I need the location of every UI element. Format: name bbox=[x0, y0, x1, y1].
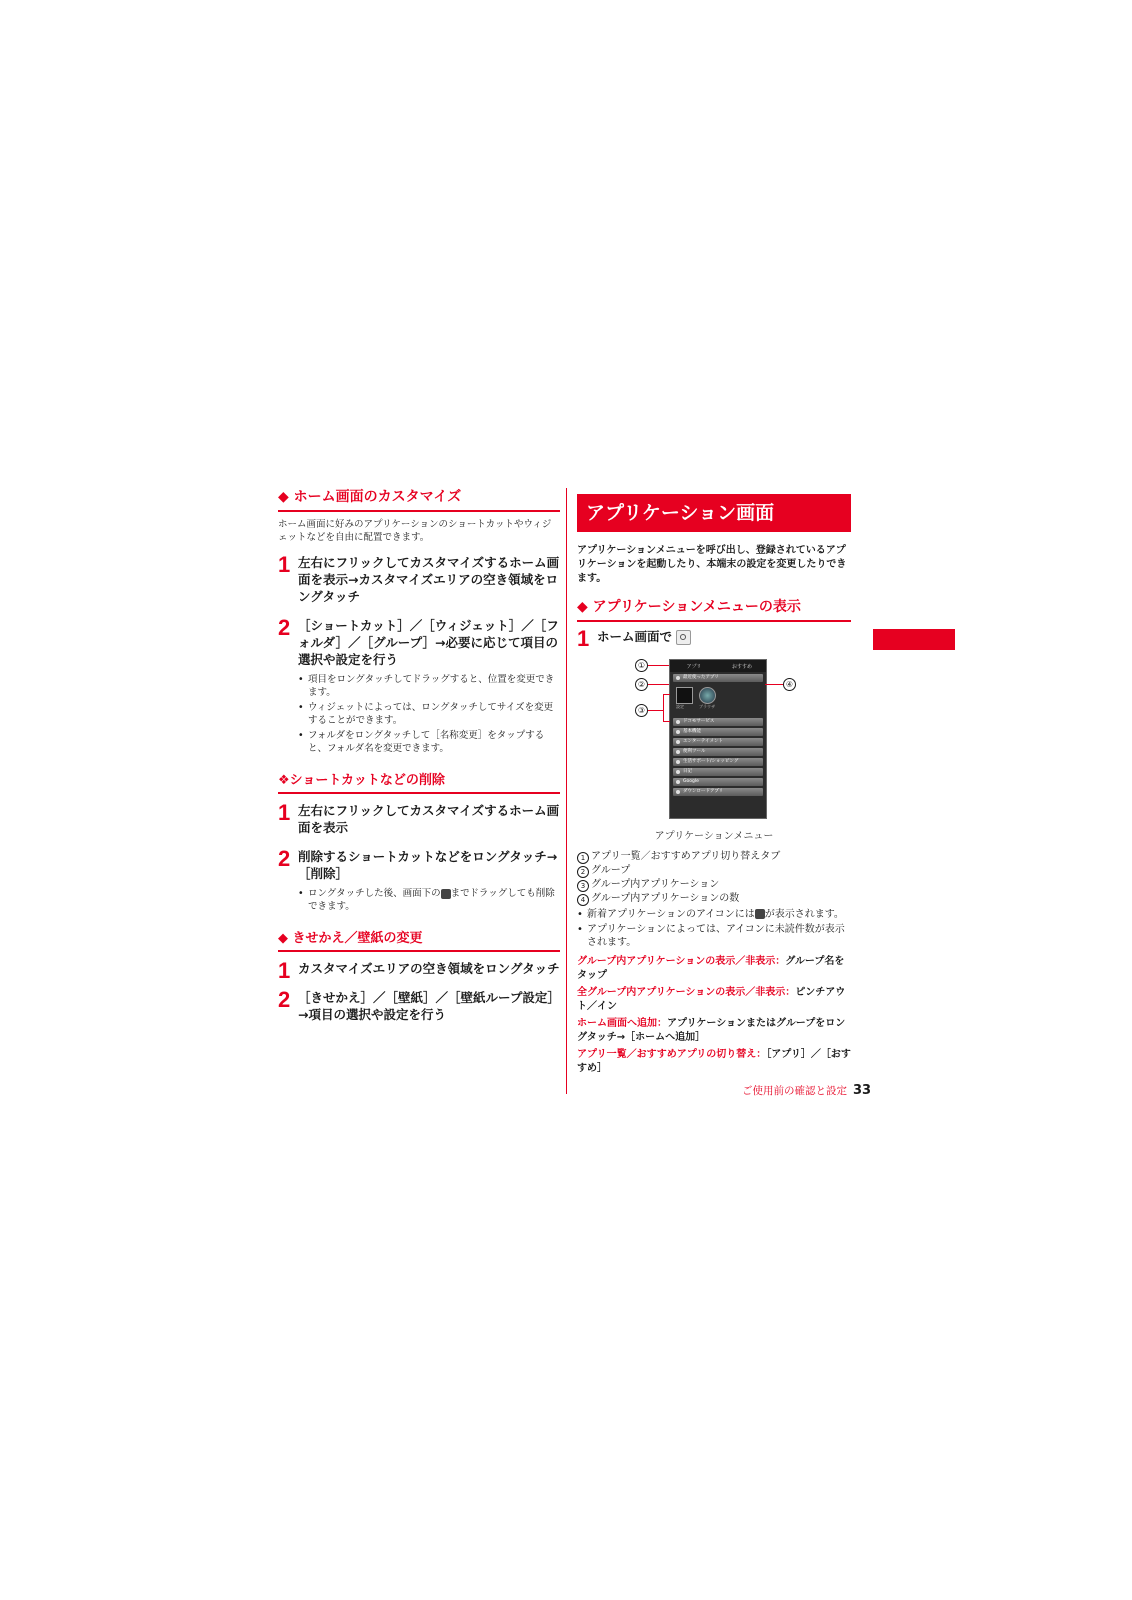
phone-group-row: 便利ツール bbox=[673, 748, 763, 756]
step-number: 2 bbox=[278, 615, 291, 640]
callout-line bbox=[765, 684, 783, 685]
settings-app-icon bbox=[676, 687, 693, 704]
page-footer bbox=[742, 1083, 871, 1098]
legend-text: グループ内アプリケーション bbox=[591, 879, 720, 890]
legend-number: 4 bbox=[577, 894, 589, 906]
phone-icon-grid bbox=[670, 684, 766, 716]
step-text: 削除するショートカットなどをロングタッチ→［削除］ bbox=[298, 849, 558, 881]
note-item: • アプリケーションによっては、アイコンに未読件数が表示されます。 bbox=[577, 923, 851, 949]
step-1 bbox=[278, 958, 560, 983]
operation-text: グループ名をタップ bbox=[577, 956, 845, 981]
browser-app-icon bbox=[699, 687, 716, 704]
new-badge-icon bbox=[755, 909, 765, 919]
operations-list bbox=[577, 955, 851, 1076]
step-1 bbox=[577, 626, 851, 651]
phone-group-row: 日記 bbox=[673, 768, 763, 776]
note-text: 新着アプリケーションのアイコンには bbox=[587, 909, 755, 920]
operation-item bbox=[577, 955, 851, 983]
phone-tab-bar bbox=[670, 660, 766, 672]
chapter-title-bar: アプリケーション画面 bbox=[577, 494, 851, 532]
figure-caption: アプリケーションメニュー bbox=[654, 831, 774, 842]
app-label: 設定 bbox=[676, 704, 684, 709]
callout-line bbox=[648, 684, 669, 685]
note-item: • フォルダをロングタッチして［名称変更］をタップすると、フォルダ名を変更できます。 bbox=[298, 729, 560, 755]
note-list bbox=[577, 908, 851, 949]
legend-number: 2 bbox=[577, 866, 589, 878]
legend-item bbox=[577, 892, 851, 906]
legend-text: グループ内アプリケーションの数 bbox=[591, 893, 740, 904]
operation-text: ［アプリ］／［おすすめ］ bbox=[577, 1049, 851, 1074]
operation-label: ホーム画面へ追加： bbox=[577, 1018, 667, 1029]
step-2 bbox=[278, 848, 560, 913]
phone-group-row: ドコモサービス bbox=[673, 718, 763, 726]
note-list bbox=[298, 673, 560, 755]
step-text bbox=[597, 628, 851, 645]
phone-screenshot bbox=[669, 659, 767, 819]
callout-4: ④ bbox=[783, 678, 796, 691]
step-2 bbox=[278, 989, 560, 1023]
callout-3: ③ bbox=[635, 704, 648, 717]
section-title-app-menu: ◆ アプリケーションメニューの表示 bbox=[577, 596, 851, 622]
operation-text: ピンチアウト／イン bbox=[577, 987, 846, 1012]
app-menu-figure bbox=[577, 651, 851, 821]
step-2 bbox=[278, 617, 560, 755]
step-number: 1 bbox=[278, 800, 291, 825]
step-1 bbox=[278, 554, 560, 605]
callout-bracket bbox=[663, 694, 670, 722]
note-list bbox=[298, 887, 560, 913]
step-number: 2 bbox=[278, 987, 291, 1012]
footer-section: ご使用前の確認と設定 bbox=[742, 1085, 847, 1097]
phone-group-row: ダウンロードアプリ bbox=[673, 788, 763, 796]
operation-label: グループ内アプリケーションの表示／非表示： bbox=[577, 956, 786, 967]
callout-line bbox=[648, 710, 663, 711]
operation-item bbox=[577, 1048, 851, 1076]
step-text: ［きせかえ］／［壁紙］／［壁紙ループ設定］→項目の選択や設定を行う bbox=[298, 990, 560, 1022]
step-number: 1 bbox=[577, 626, 590, 651]
legend-text: グループ bbox=[591, 865, 631, 876]
app-menu-icon bbox=[676, 630, 691, 645]
phone-group-row: エンターテイメント bbox=[673, 738, 763, 746]
legend-number: 1 bbox=[577, 852, 589, 864]
step-text: 左右にフリックしてカスタマイズするホーム画面を表示→カスタマイズエリアの空き領域をロングタッチ bbox=[298, 555, 560, 604]
section-title-home-customize: ◆ ホーム画面のカスタマイズ bbox=[278, 486, 560, 512]
left-column bbox=[278, 486, 560, 1035]
callout-2: ② bbox=[635, 678, 648, 691]
step-text: ［ショートカット］／［ウィジェット］／［フォルダ］／［グループ］→必要に応じて項目の選択や設定を行う bbox=[298, 618, 559, 667]
callout-line bbox=[648, 665, 669, 666]
app-label: ブラウザ bbox=[699, 704, 715, 709]
legend-item bbox=[577, 878, 851, 892]
phone-group-row: 基本機能 bbox=[673, 728, 763, 736]
legend-number: 3 bbox=[577, 880, 589, 892]
operation-item bbox=[577, 986, 851, 1014]
note-item bbox=[577, 908, 851, 921]
note-item: • 項目をロングタッチしてドラッグすると、位置を変更できます。 bbox=[298, 673, 560, 699]
phone-group-row: 最近使ったアプリ bbox=[673, 674, 763, 682]
note-text: が表示されます。 bbox=[764, 909, 844, 920]
figure-legend bbox=[577, 850, 851, 906]
operation-item bbox=[577, 1017, 851, 1045]
legend-item bbox=[577, 850, 851, 864]
section-title-delete-shortcut: ❖ショートカットなどの削除 bbox=[278, 769, 560, 794]
step-1 bbox=[278, 802, 560, 836]
operation-label: アプリ一覧／おすすめアプリの切り替え： bbox=[577, 1049, 767, 1060]
chapter-tab bbox=[873, 629, 955, 650]
note-text: ロングタッチした後、画面下の bbox=[308, 888, 441, 899]
column-divider bbox=[566, 488, 567, 1094]
step-number: 2 bbox=[278, 846, 291, 871]
phone-group-row: 生活サポート/ショッピング bbox=[673, 758, 763, 766]
operation-text: アプリケーションまたはグループをロングタッチ→［ホームへ追加］ bbox=[577, 1018, 846, 1043]
phone-tab: アプリ bbox=[686, 663, 702, 670]
phone-tab: おすすめ bbox=[731, 663, 753, 670]
section-intro: ホーム画面に好みのアプリケーションのショートカットやウィジェットなどを自由に配置できます。 bbox=[278, 519, 552, 543]
note-item bbox=[298, 887, 560, 913]
note-item: • ウィジェットによっては、ロングタッチしてサイズを変更することができます。 bbox=[298, 701, 560, 727]
note-text: までドラッグしても削除できます。 bbox=[308, 888, 555, 912]
page-number: 33 bbox=[853, 1083, 872, 1098]
phone-group-row: Google bbox=[673, 778, 763, 786]
step-number: 1 bbox=[278, 958, 291, 983]
chapter-intro: アプリケーションメニューを呼び出し、登録されているアプリケーションを起動したり、本端末の設定を変更したりできます。 bbox=[577, 545, 847, 584]
step-text: カスタマイズエリアの空き領域をロングタッチ bbox=[298, 961, 560, 976]
step-number: 1 bbox=[278, 552, 291, 577]
step-text: 左右にフリックしてカスタマイズするホーム画面を表示 bbox=[298, 803, 560, 835]
callout-1: ① bbox=[635, 659, 648, 672]
section-title-theme-wallpaper: ◆ きせかえ／壁紙の変更 bbox=[278, 927, 560, 952]
legend-item bbox=[577, 864, 851, 878]
operation-label: 全グループ内アプリケーションの表示／非表示： bbox=[577, 987, 796, 998]
trash-icon bbox=[441, 889, 451, 899]
step-text-label: ホーム画面で bbox=[597, 629, 673, 644]
right-column bbox=[577, 494, 851, 1079]
legend-text: アプリ一覧／おすすめアプリ切り替えタブ bbox=[591, 851, 781, 862]
